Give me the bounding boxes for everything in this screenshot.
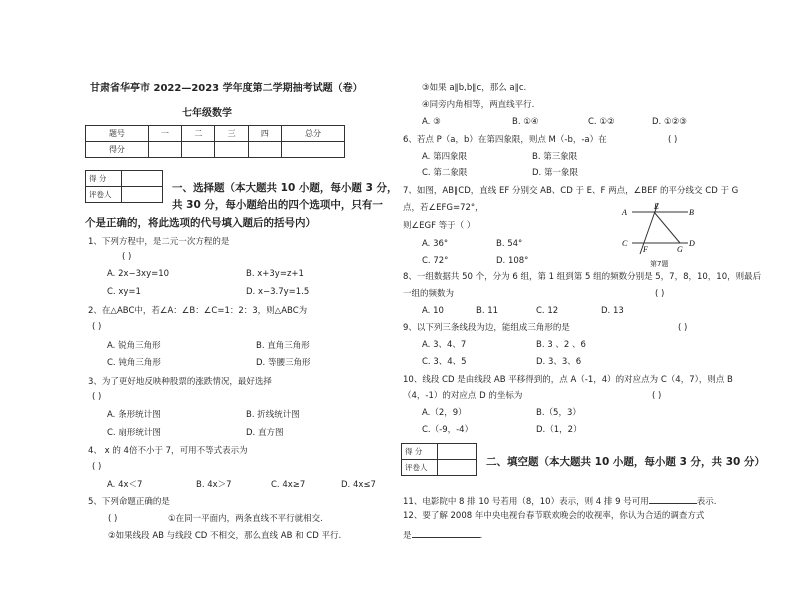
score-cell <box>148 142 181 158</box>
grader-score-label: 得 分 <box>402 444 438 460</box>
q5-statement-4: ④同旁内角相等，两直线平行. <box>422 100 535 110</box>
q1-option-d: D. x−3.7y=1.5 <box>246 287 310 297</box>
q1-stem: 1、下列方程中，是二元一次方程的是 <box>88 237 230 247</box>
q4-option-b: B. 4x＞7 <box>196 480 232 490</box>
grader-score-cell <box>122 171 163 187</box>
q2-stem: 2、在△ABC中，若∠A：∠B：∠C=1：2：3，则△ABC为 <box>88 306 308 316</box>
section2-heading: 二、填空题（本大题共 10 小题，每小题 3 分，共 30 分） <box>486 456 765 468</box>
q5-option-a: A. ③ <box>422 117 441 127</box>
exam-subtitle: 七年级数学 <box>182 108 232 119</box>
q2-option-a: A. 锐角三角形 <box>107 341 161 351</box>
q5-stem: 5、下列命题正确的是 <box>88 497 170 507</box>
score-cell <box>182 142 215 158</box>
q12-line1: 12、要了解 2008 年中央电视台春节联欢晚会的收视率，你认为合适的调查方式 <box>403 511 705 521</box>
q10-line1: 10、线段 CD 是由线段 AB 平移得到的，点 A（-1，4）的对应点为 C（4，7），则点 B <box>403 375 733 385</box>
grader-box-1 <box>85 170 163 203</box>
q12-text-end: . <box>479 531 483 541</box>
q2-option-b: B. 直角三角形 <box>256 341 310 351</box>
q7-line1: 7、如图，AB∥CD，直线 EF 分别交 AB、CD 于 E、F 两点，∠BEF 的平分线交 CD 于 G <box>403 186 739 196</box>
score-cell <box>248 142 281 158</box>
fig-label-a: A <box>622 208 627 217</box>
q3-answer-paren: ( ) <box>92 392 102 402</box>
q7-option-d: D. 108° <box>496 256 529 266</box>
score-header-cell: 四 <box>248 126 281 142</box>
q7-option-c: C. 72° <box>422 256 449 266</box>
q12-line2 <box>403 528 482 542</box>
q10-line2: （4，-1）的对应点 D 的坐标为 <box>403 391 523 401</box>
section1-line3: 个是正确的，将此选项的代号填入题后的括号内） <box>85 217 316 229</box>
q6-option-b: B. 第三象限 <box>532 152 578 162</box>
q8-option-c: C. 12 <box>536 306 559 316</box>
q9-option-a: A. 3、4、7 <box>422 340 467 350</box>
q6-option-a: A. 第四象限 <box>422 152 468 162</box>
q9-stem: 9、以下列三条线段为边，能组成三角形的是 <box>403 323 570 333</box>
fig-label-c: C <box>622 239 628 248</box>
q8-option-b: B. 11 <box>476 306 499 316</box>
grader-name-cell <box>122 187 163 203</box>
fig-label-e: E <box>654 202 659 211</box>
q3-stem: 3、为了更好地反映种股票的涨跌情况，最好选择 <box>88 377 272 387</box>
q8-answer-paren: ( ) <box>655 289 665 299</box>
q5-answer-paren: ( ) <box>108 514 118 524</box>
score-cell <box>215 142 248 158</box>
q2-answer-paren: ( ) <box>92 322 102 332</box>
q10-option-d: D.（1，2） <box>536 425 582 435</box>
q5-option-d: D. ①②③ <box>652 117 687 127</box>
score-table <box>85 125 345 158</box>
q4-stem: 4、 x 的 4倍不小于 7，可用不等式表示为 <box>88 446 248 456</box>
q7-line2: 点，若∠EFG=72°， <box>403 203 484 213</box>
q9-answer-paren: ( ) <box>678 323 688 333</box>
grader-name-label: 评卷人 <box>402 460 438 476</box>
grader-name-cell <box>438 460 477 476</box>
q5-statement-1: ①在同一平面内，两条直线不平行就相交. <box>168 514 323 524</box>
grader-box-2 <box>401 443 477 476</box>
q12-answer-blank[interactable] <box>412 528 480 538</box>
q9-option-c: C. 3、4、5 <box>422 357 467 367</box>
q10-option-a: A.（2，9） <box>422 408 467 418</box>
score-header-cell: 题号 <box>86 126 149 142</box>
q8-option-a: A. 10 <box>422 306 444 316</box>
score-header-cell: 一 <box>148 126 181 142</box>
q2-option-d: D. 等腰三角形 <box>256 358 311 368</box>
q4-answer-paren: ( ) <box>92 462 102 472</box>
q5-statement-2: ②如果线段 AB 与线段 CD 不相交，那么直线 AB 和 CD 平行. <box>108 531 342 541</box>
fig-label-b: B <box>689 208 694 217</box>
q10-answer-paren: ( ) <box>652 391 662 401</box>
q9-option-b: B. 3 、2 、6 <box>536 340 586 350</box>
q8-line1: 8、一组数据共 50 个，分为 6 组，第 1 组到第 5 组的频数分别是 5，7，8，10，10，则最后 <box>403 272 762 282</box>
q7-option-b: B. 54° <box>496 239 523 249</box>
fig-label-f: F <box>643 245 648 254</box>
fig-label-d: D <box>689 239 695 248</box>
grader-name-label: 评卷人 <box>86 187 122 203</box>
q5-option-c: C. ①② <box>588 117 615 127</box>
q9-option-d: D. 3、3、6 <box>536 357 582 367</box>
q7-option-a: A. 36° <box>422 239 449 249</box>
q6-answer-paren: ( ) <box>668 135 678 145</box>
q7-geometry-figure <box>618 198 698 268</box>
q11-text-end: 表示. <box>696 497 717 507</box>
q12-text: 是 <box>403 531 412 541</box>
score-cell <box>282 142 345 158</box>
q11-text: 11、电影院中 8 排 10 号若用（8，10）表示，则 4 排 9 号可用 <box>403 497 649 507</box>
q6-option-c: C. 第二象限 <box>422 168 468 178</box>
q4-option-d: D. 4x≤7 <box>341 480 376 490</box>
q7-figure-caption: 第7题 <box>650 260 669 268</box>
q2-option-c: C. 钝角三角形 <box>107 358 161 368</box>
q8-line2: 一组的频数为 <box>403 289 455 299</box>
q1-option-a: A. 2x−3xy=10 <box>107 269 170 279</box>
q1-answer-paren: ( ) <box>122 252 132 262</box>
q10-option-b: B.（5，3） <box>536 408 581 418</box>
q1-option-b: B. x+3y=z+1 <box>246 269 304 279</box>
q4-option-c: C. 4x≥7 <box>271 480 306 490</box>
q5-option-b: B. ①④ <box>512 117 539 127</box>
grader-score-cell <box>438 444 477 460</box>
q10-option-c: C.（-9，-4） <box>422 425 474 435</box>
bisector-eg <box>654 212 680 243</box>
fig-label-g: G <box>677 245 683 254</box>
section1-line2: 共 30 分，每小题给出的四个选项中，只有一 <box>172 199 383 211</box>
grader-score-label: 得 分 <box>86 171 122 187</box>
q6-option-d: D. 第一象限 <box>532 168 578 178</box>
score-row-label: 得分 <box>86 142 149 158</box>
q11-answer-blank[interactable] <box>649 494 697 504</box>
score-header-cell: 三 <box>215 126 248 142</box>
q3-option-a: A. 条形统计图 <box>107 410 161 420</box>
score-header-cell: 总分 <box>282 126 345 142</box>
q1-option-c: C. xy=1 <box>107 287 141 297</box>
section1-line1: 一、选择题（本大题共 10 小题，每小题 3 分， <box>172 182 398 194</box>
q3-option-b: B. 折线统计图 <box>246 410 300 420</box>
q3-option-c: C. 扇形统计图 <box>107 428 161 438</box>
q3-option-d: D. 直方图 <box>246 428 284 438</box>
q8-option-d: D. 13 <box>601 306 624 316</box>
q11-line <box>403 494 716 508</box>
q7-line3: 则∠EGF 等于（ ） <box>403 221 476 231</box>
q4-option-a: A. 4x＜7 <box>107 480 143 490</box>
score-header-cell: 二 <box>182 126 215 142</box>
q6-stem: 6、若点 P（a，b）在第四象限，则点 M（-b，-a）在 <box>403 135 607 145</box>
exam-title: 甘肃省华亭市 2022—2023 学年度第二学期抽考试题（卷） <box>90 83 363 94</box>
q5-statement-3: ③如果 a∥b,b∥c，那么 a∥c. <box>422 83 527 93</box>
